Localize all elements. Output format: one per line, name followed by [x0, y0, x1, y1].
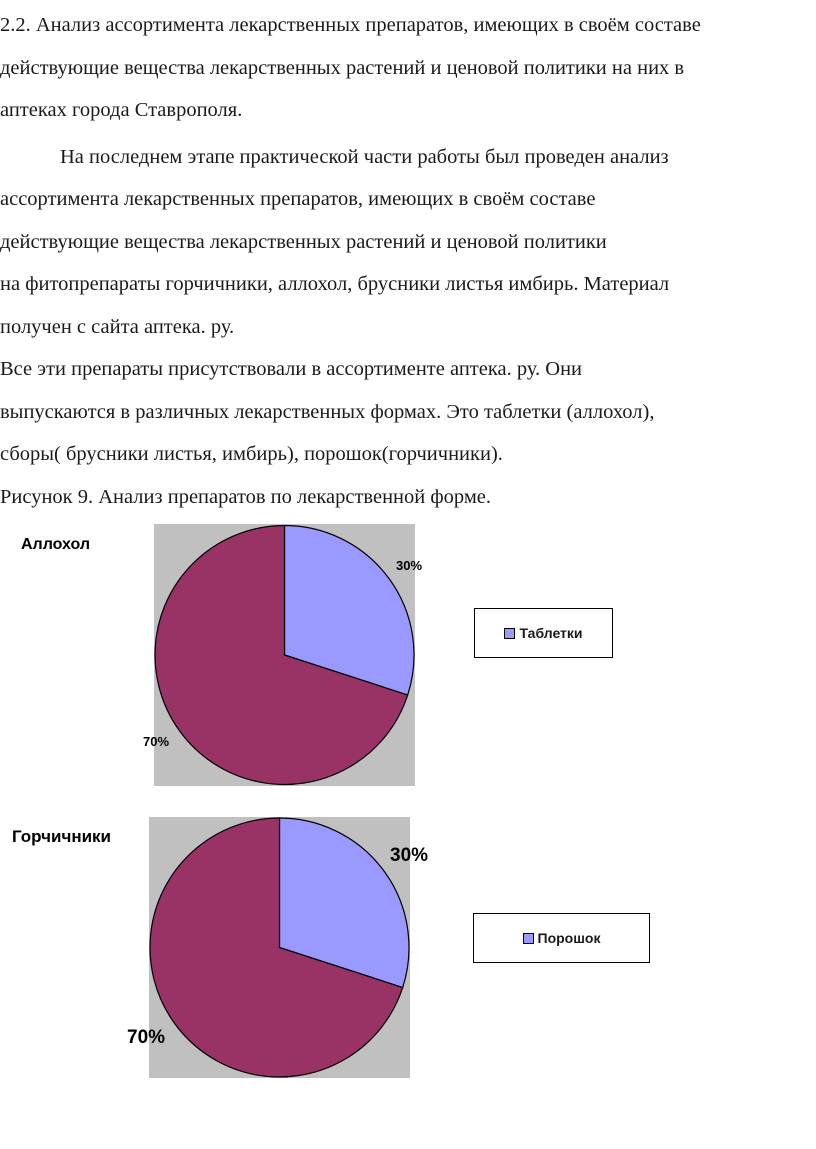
paragraph-line: выпускаются в различных лекарственных формах. Это таблетки (аллохол),: [0, 400, 655, 423]
figure-caption: Рисунок 9. Анализ препаратов по лекарственной форме.: [0, 485, 492, 508]
paragraph-line: На последнем этапе практической части работы был проведен анализ: [60, 145, 669, 168]
data-label-secondary: 70%: [143, 734, 170, 749]
plot-area: [154, 524, 415, 786]
data-label-secondary: 70%: [127, 1027, 166, 1048]
paragraph-line: сборы( брусники листья, имбирь), порошок(горчичники).: [0, 443, 503, 465]
pie-chart: [149, 817, 410, 1078]
legend: [474, 608, 613, 658]
data-label-primary: 30%: [390, 845, 429, 866]
chart-gorchichniki: [0, 815, 816, 1081]
paragraph-line: Все эти препараты присутствовали в ассортименте аптека. ру. Они: [0, 358, 583, 380]
section-heading-line-2: действующие вещества лекарственных растений и ценовой политики на них в: [0, 56, 685, 79]
paragraph-line: ассортимента лекарственных препаратов, имеющих в своём составе: [0, 188, 596, 210]
paragraph-line: получен с сайта аптека. ру.: [0, 315, 235, 338]
paragraph-line: на фитопрепараты горчичники, аллохол, брусники листья имбирь. Материал: [0, 273, 670, 295]
section-heading-line-1: 2.2. Анализ ассортимента лекарственных препаратов, имеющих в своём составе: [0, 14, 701, 36]
chart-title: Аллохол: [21, 536, 91, 553]
legend: [473, 913, 650, 963]
paragraph-line: действующие вещества лекарственных растений и ценовой политики: [0, 230, 607, 253]
document-body: [0, 4, 816, 518]
legend-label: Порошок: [537, 930, 601, 946]
legend-swatch: [523, 933, 534, 944]
legend-label: Таблетки: [519, 625, 583, 641]
pie-chart: [154, 524, 415, 786]
plot-area: [149, 817, 410, 1078]
chart-allochol: [0, 520, 816, 790]
legend-swatch: [504, 628, 515, 639]
section-heading-line-3: аптеках города Ставрополя.: [0, 99, 243, 121]
chart-title: Горчичники: [12, 827, 112, 846]
data-label-primary: 30%: [396, 558, 423, 573]
